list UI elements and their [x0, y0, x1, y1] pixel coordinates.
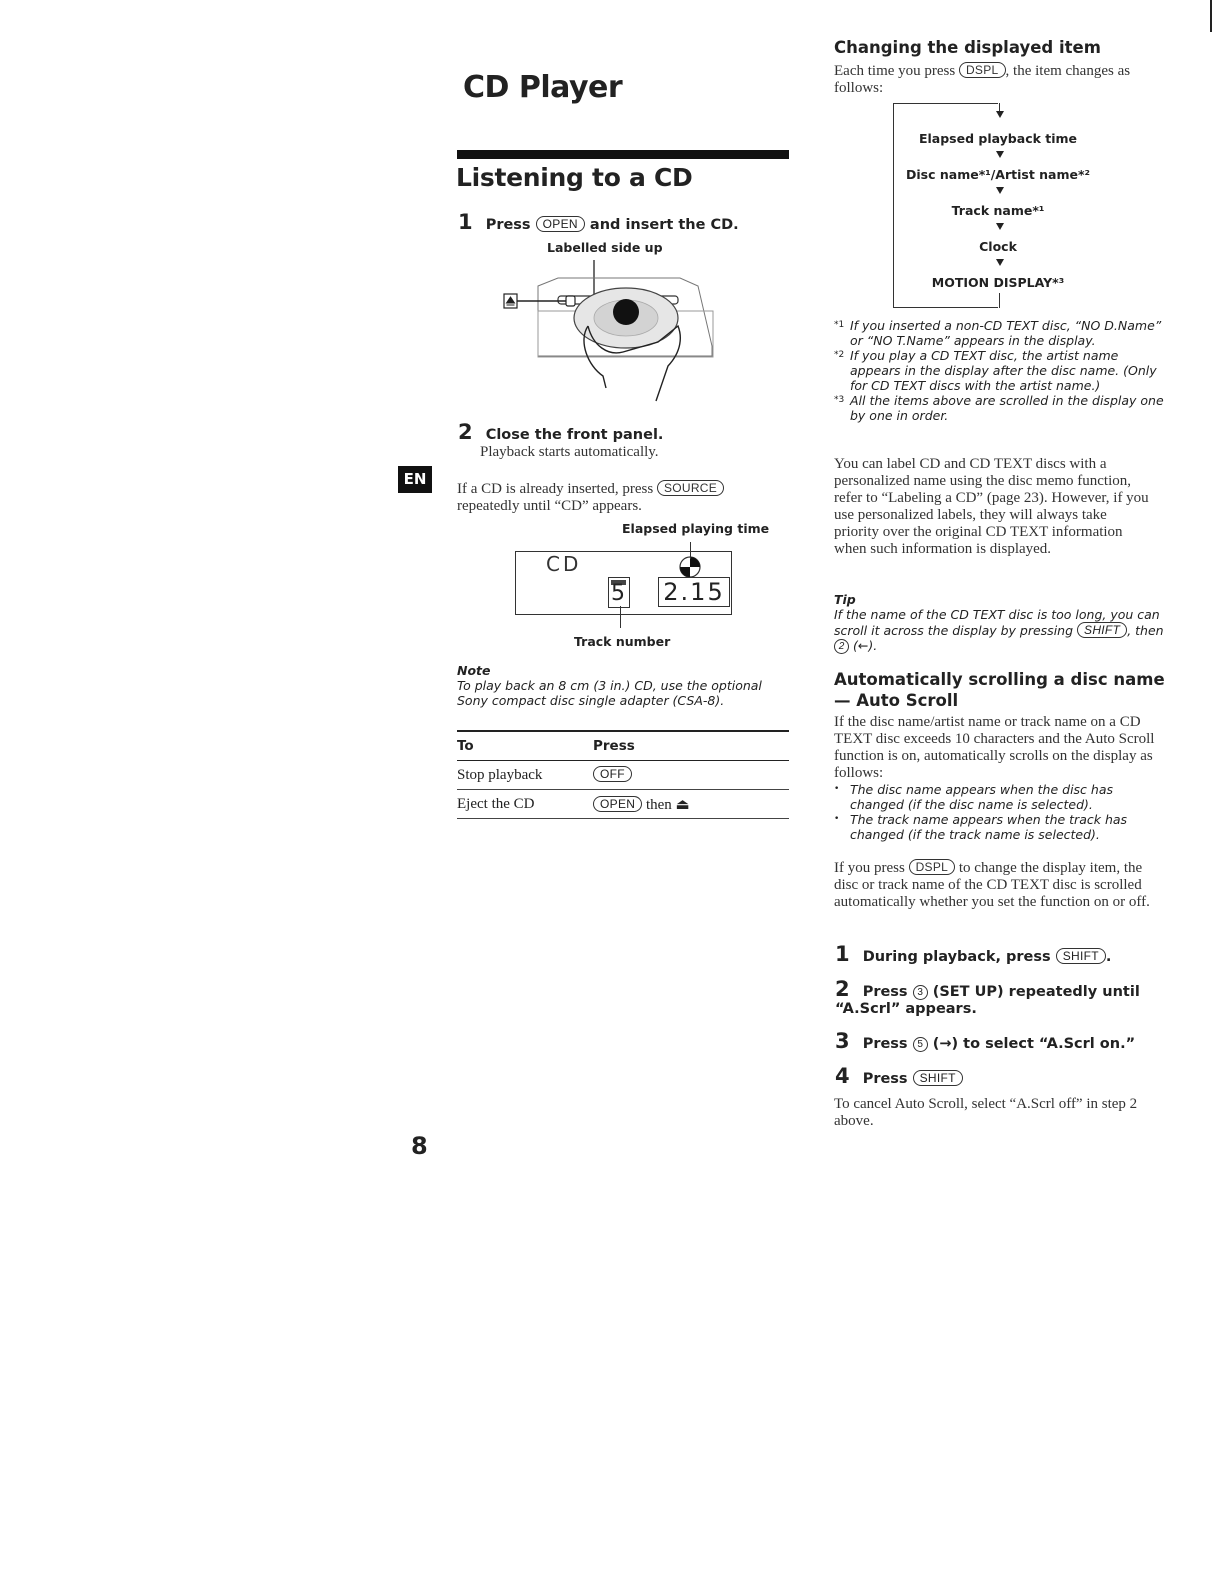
- auto-step-4: [835, 1064, 963, 1088]
- footnotes: [834, 318, 1164, 423]
- page-number: 8: [411, 1132, 428, 1160]
- footnote-text: If you play a CD TEXT disc, the artist name appears in the display after the disc name. (Only for CD TEXT discs with the artist name.): [850, 348, 1157, 393]
- lcd-track-number: 5: [611, 581, 625, 606]
- step-text: Close the front panel.: [485, 427, 664, 443]
- cancel-paragraph: To cancel Auto Scroll, select “A.Scrl off” in step 2 above.: [834, 1096, 1138, 1129]
- elapsed-time-label: Elapsed playing time: [622, 521, 770, 536]
- step-number: 1: [458, 210, 473, 234]
- operation-table: [457, 730, 789, 819]
- step-2: [458, 420, 663, 444]
- step-number: 2: [458, 420, 473, 444]
- flow-item: Track name*¹: [951, 203, 1045, 218]
- footnote-mark: *3: [834, 395, 845, 405]
- down-arrow-icon: [996, 259, 1004, 266]
- table-row: [457, 790, 789, 819]
- table-cell-action: Stop playback: [457, 761, 593, 790]
- edge-mark: [1210, 0, 1212, 32]
- lcd-elapsed-time: 2.15: [658, 577, 730, 607]
- table-header-to: To: [457, 731, 593, 761]
- step-number: 3: [835, 1029, 850, 1053]
- list-item: • The disc name appears when the disc has changed (if the disc name is selected).: [834, 782, 1164, 812]
- footnote: [834, 348, 1164, 393]
- auto-scroll-subtitle: — Auto Scroll: [834, 691, 959, 710]
- figure-label-labelled-side: Labelled side up: [547, 240, 663, 255]
- footnote-text: All the items above are scrolled in the display one by one in order.: [850, 393, 1164, 423]
- changing-display-title: Changing the displayed item: [834, 38, 1101, 57]
- key-5-label: 5: [913, 1037, 928, 1052]
- table-header-row: [457, 731, 789, 761]
- off-button-label: OFF: [593, 766, 632, 782]
- key-3-label: 3: [913, 985, 928, 1000]
- dspl-button-label: DSPL: [909, 859, 956, 875]
- language-tab: EN: [398, 466, 432, 493]
- step-text: (→) to select “A.Scrl on.”: [932, 1036, 1136, 1052]
- table-cell-press: [593, 761, 789, 790]
- shift-button-label: SHIFT: [1056, 948, 1106, 964]
- tip-text-part: If the name of the CD TEXT disc is too long, you can scroll it across the display by pressing: [834, 607, 1160, 638]
- list-item: • The track name appears when the track has changed (if the track name is selected).: [834, 812, 1164, 842]
- step-text: Press: [862, 1036, 908, 1052]
- table-cell-action: Eject the CD: [457, 790, 593, 819]
- table-cell-suffix: then ⏏: [645, 796, 690, 813]
- note-text: To play back an 8 cm (3 in.) CD, use the optional Sony compact disc single adapter (CSA-8).: [457, 678, 762, 708]
- section-rule: [457, 150, 789, 159]
- step-text: Press: [862, 984, 908, 1000]
- cd-insert-illustration: [498, 256, 720, 406]
- auto-step-3: [835, 1029, 1135, 1053]
- table-header-press: Press: [593, 731, 789, 761]
- labeling-paragraph: You can label CD and CD TEXT discs with a personalized name using the disc memo function, refer to “Labeling a CD” (page 23). However, if you use personalized labels, they will always take priority over the original CD TEXT information when such information is displayed.: [834, 456, 1149, 557]
- cycle-loop-line: [999, 293, 1000, 308]
- table-cell-press: [593, 790, 789, 819]
- step-text: and insert the CD.: [589, 217, 739, 233]
- display-cycle-diagram: [893, 103, 1103, 308]
- paragraph-text: Each time you press: [834, 63, 956, 79]
- source-button-label: SOURCE: [657, 480, 724, 496]
- leader-line: [620, 606, 621, 628]
- flow-item: Elapsed playback time: [918, 131, 1078, 146]
- bullet-text: The track name appears when the track has changed (if the track name is selected).: [850, 812, 1128, 842]
- cycle-loop-line: [999, 103, 1000, 111]
- lcd-source: CD: [546, 552, 582, 576]
- tip-block: [834, 592, 1164, 654]
- auto-step-1: [835, 942, 1111, 966]
- table-row: [457, 761, 789, 790]
- footnote: [834, 318, 1164, 348]
- section-title: Listening to a CD: [456, 163, 693, 192]
- dspl-button-label: DSPL: [959, 62, 1006, 78]
- note-block: [457, 663, 792, 708]
- step-2-sub: Playback starts automatically.: [480, 444, 659, 460]
- paragraph-text: , the item changes as follows:: [834, 63, 1131, 96]
- flow-item: MOTION DISPLAY*³: [931, 275, 1065, 290]
- tip-heading: Tip: [834, 592, 856, 607]
- step-text: (SET UP) repeatedly until “A.Scrl” appears.: [835, 984, 1140, 1017]
- dspl-paragraph: [834, 859, 1164, 911]
- paragraph-text: to change the display item, the disc or track name of the CD TEXT disc is scrolled automatically whether you set the function on or off.: [834, 860, 1150, 910]
- tip-text-part: (←).: [852, 638, 878, 653]
- step-text: Press: [485, 217, 531, 233]
- shift-button-label: SHIFT: [913, 1070, 963, 1086]
- paragraph-text: If you press: [834, 860, 905, 876]
- open-button-label: OPEN: [593, 796, 642, 812]
- step-number: 2: [835, 977, 850, 1001]
- auto-scroll-title: Automatically scrolling a disc name: [834, 670, 1165, 689]
- auto-scroll-bullets: [834, 782, 1164, 842]
- footnote-text: If you inserted a non-CD TEXT disc, “NO D.Name” or “NO T.Name” appears in the display.: [850, 318, 1162, 348]
- auto-scroll-paragraph: If the disc name/artist name or track name on a CD TEXT disc exceeds 10 characters and the Auto Scroll function is on, automatically scrolls on the display as follows:: [834, 714, 1155, 781]
- step-text: .: [1105, 949, 1112, 965]
- down-arrow-icon: [996, 187, 1004, 194]
- leader-line: [690, 542, 691, 559]
- step-text: During playback, press: [862, 949, 1051, 965]
- footnote: [834, 393, 1164, 423]
- footnote-mark: *2: [834, 350, 845, 360]
- step-number: 1: [835, 942, 850, 966]
- flow-item: Clock: [979, 239, 1017, 254]
- bullet-text: The disc name appears when the disc has changed (if the disc name is selected).: [850, 782, 1113, 812]
- tip-text: [834, 607, 1164, 654]
- step-1: [458, 210, 739, 234]
- open-button-label: OPEN: [536, 216, 585, 232]
- paragraph-text: repeatedly until “CD” appears.: [457, 498, 642, 514]
- auto-step-2: [835, 977, 1155, 1017]
- shift-button-label: SHIFT: [1077, 622, 1127, 638]
- flow-item: Disc name*¹/Artist name*²: [906, 167, 1090, 182]
- page-title: CD Player: [463, 70, 623, 105]
- tip-text-part: , then: [1127, 623, 1164, 638]
- key-2-label: 2: [834, 639, 849, 654]
- lcd-track-box: [608, 577, 630, 608]
- footnote-mark: *1: [834, 320, 845, 330]
- note-heading: Note: [457, 663, 491, 678]
- step-text: Press: [862, 1071, 908, 1087]
- changing-intro: [834, 62, 1164, 97]
- track-number-label: Track number: [574, 634, 671, 649]
- paragraph-text: If a CD is already inserted, press: [457, 481, 654, 497]
- lcd-display: [515, 551, 732, 615]
- down-arrow-icon: [996, 151, 1004, 158]
- already-inserted-paragraph: [457, 480, 787, 515]
- down-arrow-icon: [996, 111, 1004, 118]
- step-number: 4: [835, 1064, 850, 1088]
- down-arrow-icon: [996, 223, 1004, 230]
